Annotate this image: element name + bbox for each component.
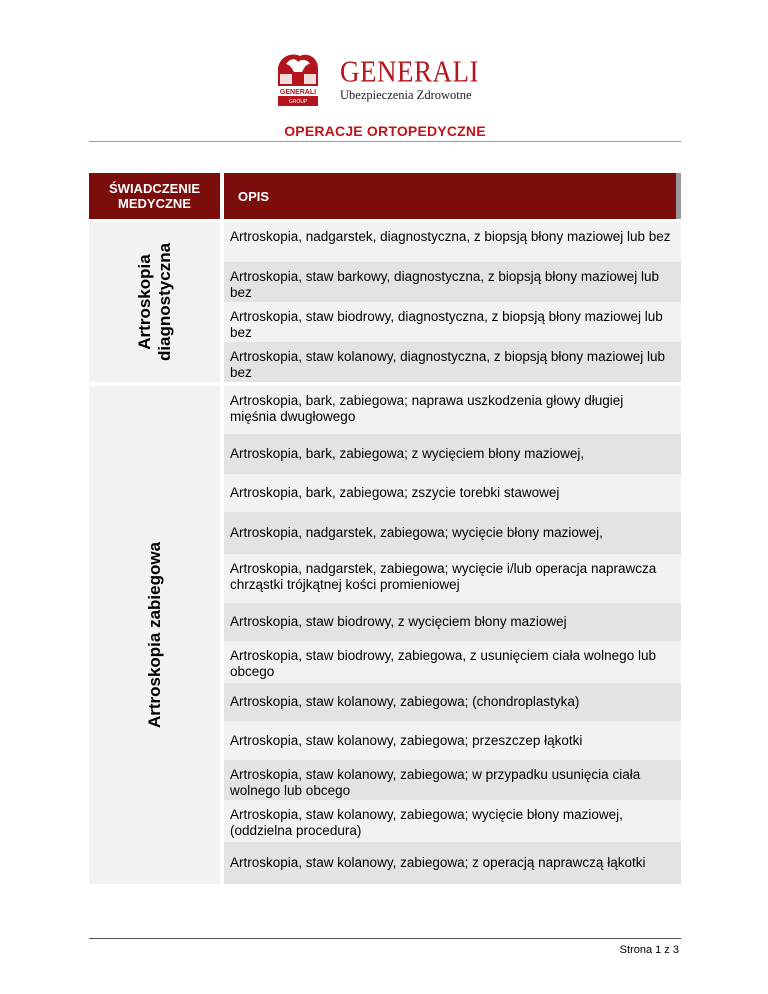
header-category (89, 173, 220, 219)
table-row: Artroskopia, staw kolanowy, zabiegowa; wycięcie błony maziowej, (oddzielna procedura) (224, 800, 681, 842)
table-row: Artroskopia, nadgarstek, zabiegowa; wycięcie błony maziowej, (224, 512, 681, 554)
table-row: Artroskopia, staw barkowy, diagnostyczna, z biopsją błony maziowej lub bez (224, 262, 681, 302)
table-row: Artroskopia, nadgarstek, diagnostyczna, z biopsją błony maziowej lub bez (224, 222, 681, 262)
document-title: OPERACJE ORTOPEDYCZNE (284, 123, 486, 139)
header-description (224, 173, 676, 219)
table-row: Artroskopia, staw kolanowy, zabiegowa; przeszczep łąkotki (224, 721, 681, 760)
header-category-label: ŚWIADCZENIE MEDYCZNE (109, 181, 200, 211)
table-row: Artroskopia, staw kolanowy, zabiegowa; (chondroplastyka) (224, 683, 681, 721)
lion-emblem-icon (274, 50, 322, 106)
logo-group-text: GROUP (288, 99, 308, 105)
page-number: Strona 1 z 3 (619, 944, 679, 956)
title-divider (89, 141, 681, 142)
table-row: Artroskopia, staw biodrowy, z wycięciem błony maziowej (224, 603, 681, 641)
table-row: Artroskopia, staw kolanowy, zabiegowa; z operacją naprawczą łąkotki (224, 842, 681, 884)
table-row: Artroskopia, bark, zabiegowa; naprawa uszkodzenia głowy długiej mięśnia dwugłowego (224, 386, 681, 434)
category-cell-surgical (89, 386, 220, 884)
generali-logo (274, 50, 484, 110)
brand-subtitle: Ubezpieczenia Zdrowotne (340, 88, 472, 102)
header-description-label: OPIS (238, 188, 270, 204)
table-row: Artroskopia, staw biodrowy, diagnostyczna, z biopsją błony maziowej lub bez (224, 302, 681, 342)
table-row: Artroskopia, bark, zabiegowa; z wycięciem błony maziowej, (224, 434, 681, 474)
category-label-diagnostic: Artroskopia diagnostyczna (134, 242, 174, 362)
category-cell-diagnostic (89, 222, 220, 382)
category-label-surgical: Artroskopia zabiegowa (144, 541, 164, 729)
brand-name: GENERALI (340, 54, 479, 89)
header-edge (676, 173, 681, 219)
logo-mark-text: GENERALI (279, 89, 317, 96)
table-row: Artroskopia, nadgarstek, zabiegowa; wycięcie i/lub operacja naprawcza chrząstki trójkątnej kości promieniowej (224, 554, 681, 603)
table-row: Artroskopia, bark, zabiegowa; zszycie torebki stawowej (224, 474, 681, 512)
table-row: Artroskopia, staw kolanowy, zabiegowa; w przypadku usunięcia ciała wolnego lub obcego (224, 760, 681, 800)
table-row: Artroskopia, staw kolanowy, diagnostyczna, z biopsją błony maziowej lub bez (224, 342, 681, 382)
description-rows (224, 222, 681, 884)
table-row: Artroskopia, staw biodrowy, zabiegowa, z usunięciem ciała wolnego lub obcego (224, 641, 681, 683)
footer-divider (89, 938, 681, 939)
